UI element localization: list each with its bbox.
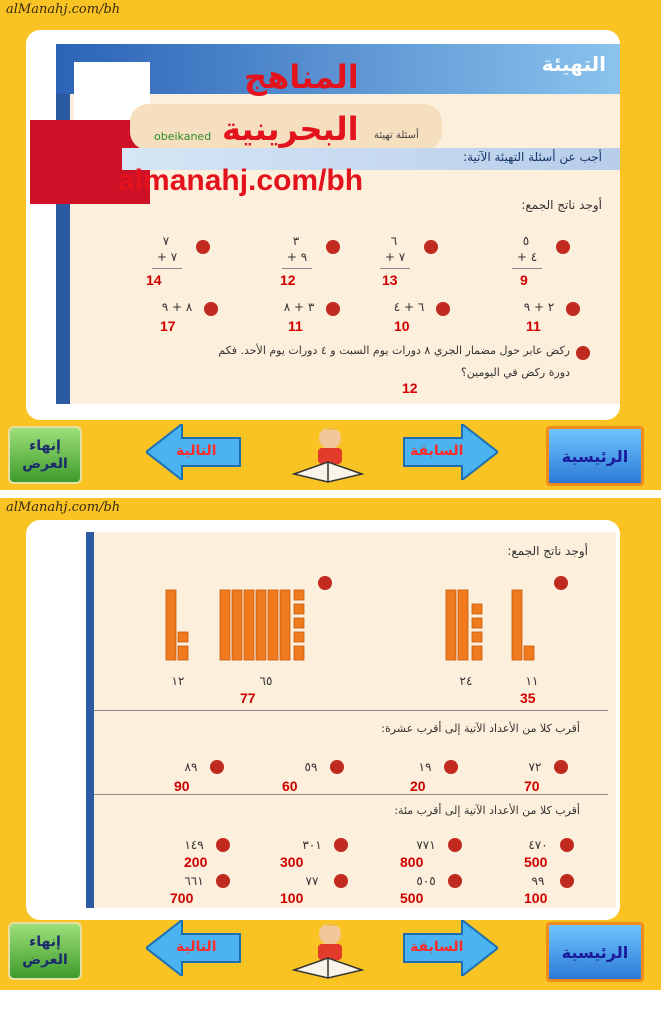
expression: ٦ + ٤ [393, 300, 425, 314]
row-problem [276, 300, 340, 340]
block-label: ١٢ [171, 674, 185, 688]
base-ten-blocks [438, 586, 548, 668]
end-show-label: إنهاء العرض [22, 934, 68, 968]
number-badge [216, 838, 230, 852]
word-problem-line2: دورة ركض في اليومين؟ [460, 366, 570, 379]
row-problem [516, 300, 580, 340]
number-badge [326, 302, 340, 316]
home-button[interactable] [546, 922, 644, 982]
vertical-problem [280, 234, 340, 304]
addend-top: ٧ [162, 234, 170, 248]
number-badge [444, 760, 458, 774]
number: ٧٧١ [416, 838, 436, 852]
number-badge [554, 760, 568, 774]
answer: 60 [282, 778, 298, 794]
next-label: التالية [176, 443, 217, 459]
answer: 700 [170, 890, 194, 906]
previous-label: السابقة [410, 443, 464, 459]
watermark-line1: المناهج [244, 58, 359, 96]
vertical-problem [378, 234, 438, 304]
end-show-button[interactable] [8, 426, 82, 484]
end-show-button[interactable] [8, 922, 82, 980]
sum-line [152, 268, 182, 269]
addend-top: ٣ [292, 234, 300, 248]
round-hundreds-item [280, 874, 358, 910]
addend-top: ٥ [522, 234, 530, 248]
reading-boy-icon [290, 422, 366, 484]
number-badge [560, 838, 574, 852]
header-title: التهيئة [541, 52, 606, 76]
answer: 200 [184, 854, 208, 870]
instruction-text: أجب عن أسئلة التهيئة الآتية: [463, 150, 602, 164]
site-url: alManahj.com/bh [6, 500, 121, 515]
next-label: التالية [176, 939, 217, 955]
answer: 500 [400, 890, 424, 906]
reading-boy-icon [290, 918, 366, 980]
addend-bottom: ٤ + [516, 250, 538, 264]
number-badge [334, 838, 348, 852]
number: ٥٩ [304, 760, 318, 774]
expression: ٢ + ٩ [523, 300, 555, 314]
previous-label: السابقة [410, 939, 464, 955]
base-ten-blocks [156, 586, 316, 668]
sum-line [512, 268, 542, 269]
round-hundreds-item [520, 874, 584, 910]
end-show-label: إنهاء العرض [22, 438, 68, 472]
addend-bottom: ٩ + [286, 250, 308, 264]
number: ٦٦١ [184, 874, 204, 888]
number-badge [560, 874, 574, 888]
number: ٨٩ [184, 760, 198, 774]
block-label: ٢٤ [459, 674, 473, 688]
number: ٥٠٥ [416, 874, 436, 888]
answer: 35 [520, 690, 536, 706]
addend-bottom: ٧ + [156, 250, 178, 264]
subheading: أوجد ناتج الجمع: [521, 198, 602, 212]
answer: 20 [410, 778, 426, 794]
slide-2 [0, 498, 661, 990]
home-button[interactable] [546, 426, 644, 486]
round-hundreds-item [176, 838, 240, 874]
number-badge [210, 760, 224, 774]
number-badge [424, 240, 438, 254]
next-button[interactable] [146, 424, 242, 480]
number-badge [556, 240, 570, 254]
obeikan-text: obeikaned [154, 130, 212, 143]
answer: 10 [394, 318, 410, 334]
word-answer: 12 [402, 380, 418, 396]
site-url: alManahj.com/bh [6, 2, 121, 17]
answer: 100 [524, 890, 548, 906]
addend-bottom: ٧ + [384, 250, 406, 264]
answer: 12 [280, 272, 296, 288]
round-hundreds-item [170, 874, 240, 910]
answer: 13 [382, 272, 398, 288]
number-badge [576, 346, 590, 360]
row-problem [154, 300, 218, 340]
slide-1 [0, 0, 661, 490]
navigation-bar [0, 420, 661, 488]
watermark-line2: البحرينية [222, 110, 359, 148]
watermark-url: almanahj.com/bh [118, 164, 364, 197]
slide-content [26, 30, 620, 420]
number-badge [566, 302, 580, 316]
answer: 100 [280, 890, 304, 906]
round-hundreds-item [520, 838, 584, 874]
round-hundreds-item [400, 838, 472, 874]
number: ١٤٩ [184, 838, 204, 852]
next-button[interactable] [146, 920, 242, 976]
tab-text: أسئلة تهيئة [374, 130, 419, 141]
navigation-bar [0, 920, 661, 988]
home-label: الرئيسية [561, 446, 629, 466]
answer: 800 [400, 854, 424, 870]
number-badge [204, 302, 218, 316]
answer: 17 [160, 318, 176, 334]
answer: 77 [240, 690, 256, 706]
sum-line [380, 268, 410, 269]
row-problem [386, 300, 450, 340]
number-badge [554, 576, 568, 590]
slide-content [26, 520, 620, 920]
vertical-problem [510, 234, 570, 304]
number: ٣٠١ [302, 838, 322, 852]
answer: 90 [174, 778, 190, 794]
answer: 70 [524, 778, 540, 794]
addend-top: ٦ [390, 234, 398, 248]
number-badge [196, 240, 210, 254]
number-badge [330, 760, 344, 774]
expression: ٨ + ٩ [161, 300, 193, 314]
round-hundreds-item [400, 874, 472, 910]
number: ١٩ [418, 760, 432, 774]
divider [94, 710, 608, 711]
vertical-problem [146, 234, 210, 304]
word-problem-line1: ركض عابر حول مضمار الجري ٨ دورات يوم السبت و ٤ دورات يوم الأحد. فكم [218, 344, 570, 357]
divider [94, 794, 608, 795]
heading-sum: أوجد ناتج الجمع: [507, 544, 588, 558]
answer: 11 [288, 318, 303, 334]
home-label: الرئيسية [561, 942, 629, 962]
number-badge [216, 874, 230, 888]
block-label: ٦٥ [259, 674, 273, 688]
number: ٧٢ [528, 760, 542, 774]
round-hundreds-item [280, 838, 358, 874]
answer: 500 [524, 854, 548, 870]
heading-round-tens: أقرب كلا من الأعداد الآتية إلى أقرب عشرة: [381, 722, 580, 735]
number-badge [318, 576, 332, 590]
answer: 14 [146, 272, 162, 288]
number: ٤٧٠ [528, 838, 548, 852]
answer: 300 [280, 854, 304, 870]
previous-button[interactable] [402, 920, 498, 976]
number-badge [436, 302, 450, 316]
number: ٧٧ [305, 874, 319, 888]
expression: ٣ + ٨ [283, 300, 315, 314]
sum-line [282, 268, 312, 269]
answer: 9 [520, 272, 528, 288]
number-badge [334, 874, 348, 888]
block-label: ١١ [525, 674, 539, 688]
answer: 11 [526, 318, 541, 334]
number-badge [448, 838, 462, 852]
number-badge [448, 874, 462, 888]
heading-round-hundreds: أقرب كلا من الأعداد الآتية إلى أقرب مئة: [394, 804, 580, 817]
number: ٩٩ [531, 874, 545, 888]
previous-button[interactable] [402, 424, 498, 480]
number-badge [326, 240, 340, 254]
